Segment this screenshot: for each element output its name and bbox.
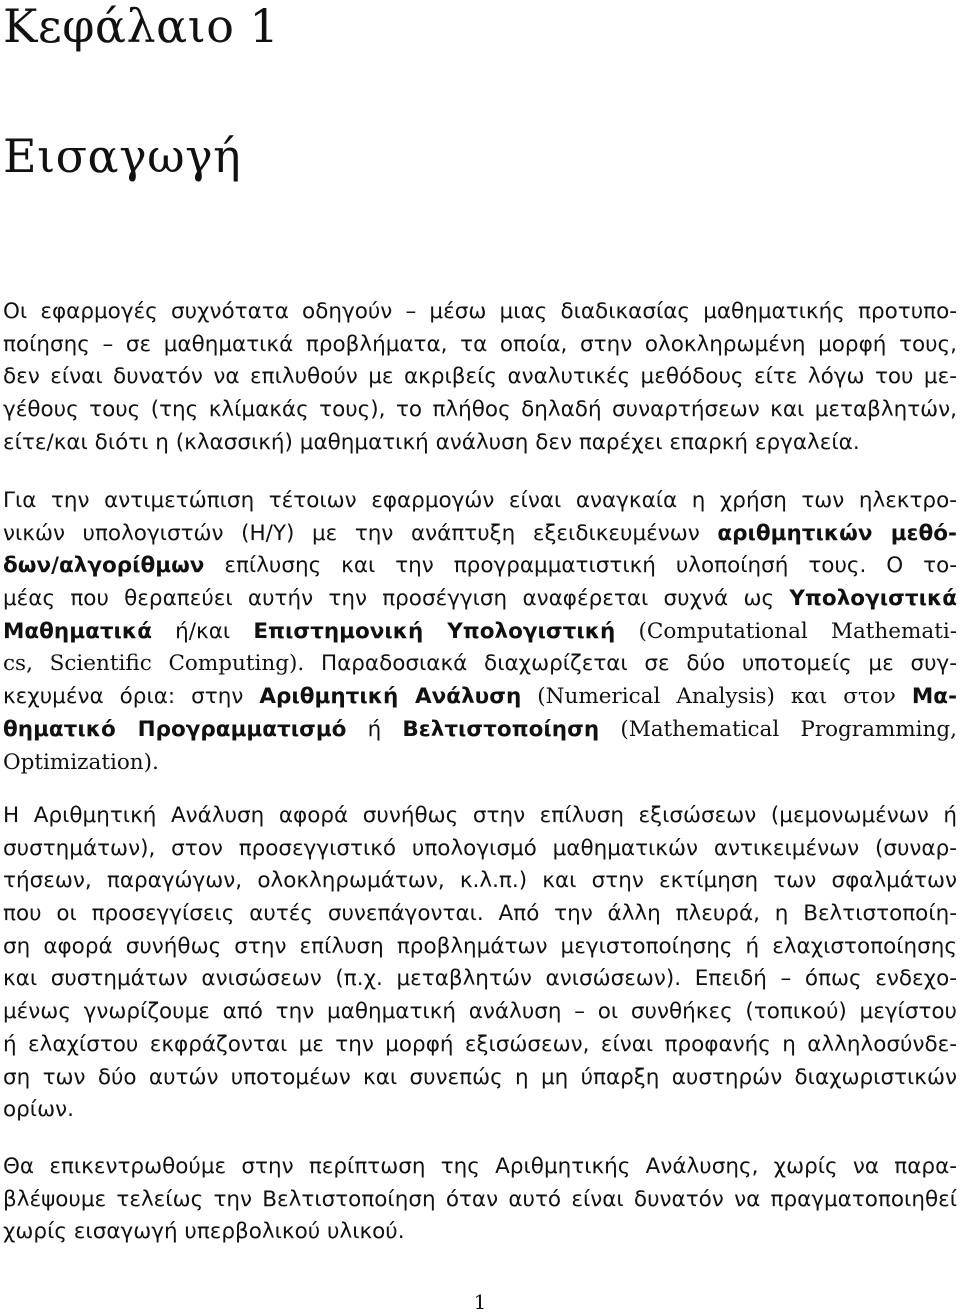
text-line: ση αφορά συνήθως στην επίλυση προβλημάτων μεγιστοποίησης ή ελαχιστοποίησης xyxy=(3,933,957,959)
text-line: Για την αντιμετώπιση τέτοιων εφαρμογών είναι αναγκαία η χρήση των ηλεκτρο- xyxy=(3,488,957,513)
text-line: νικών υπολογιστών (Η/Υ) με την ανάπτυξη εξειδικευμένων αριθμητικών μεθό- xyxy=(3,520,957,546)
paragraph-intro xyxy=(3,296,957,459)
bold-term: δων/αλγορίθμων xyxy=(3,553,205,579)
text-line: είτε/και διότι η (κλασσική) μαθηματική ανάλυση δεν παρέχει επαρκή εργαλεία. xyxy=(3,429,860,455)
text-line: ση των δύο αυτών υποτομέων και συνεπώς η μη ύπαρξη αυστηρών διαχωριστικών xyxy=(3,1064,957,1090)
text-line: Θα επικεντρωθούμε στην περίπτωση της Αριθμητικής Ανάλυσης, χωρίς να παρα- xyxy=(3,1154,957,1179)
bold-term: θηματικό Προγραμματισμό xyxy=(3,716,347,742)
text-line: μέας που θεραπεύει αυτήν την προσέγγιση αναφέρεται συχνά ως Υπολογιστικά xyxy=(3,586,957,612)
text-line: τήσεων, παραγώγων, ολοκληρωμάτων, κ.λ.π.) και στην εκτίμηση των σφαλμάτων xyxy=(3,868,957,894)
page-number: 1 xyxy=(473,1290,487,1314)
text-line: και συστημάτων ανισώσεων (π.χ. μεταβλητών ανισώσεων). Επειδή – όπως ενδεχο- xyxy=(3,966,957,992)
text-line: δων/αλγορίθμων επίλυσης και την προγραμματιστική υλοποίησή τους. Ο το- xyxy=(3,553,957,579)
text-line: βλέψουμε τελείως την Βελτιστοποίηση όταν αυτό είναι δυνατόν να πραγματοποιηθεί xyxy=(3,1186,957,1212)
text-line: μένως γνωρίζουμε από την μαθηματική ανάλυση – οι συνθήκες (τοπικού) μεγίστου xyxy=(3,999,957,1025)
chapter-title: Εισαγωγή xyxy=(3,129,242,183)
text-line: Optimization). xyxy=(3,749,159,775)
bold-term: Μα- xyxy=(911,684,957,710)
text-line: cs, Scientific Computing). Παραδοσιακά διαχωρίζεται σε δύο υποτομείς με συγ- xyxy=(3,651,957,677)
text-line: χωρίς εισαγωγή υπερβολικού υλικού. xyxy=(3,1219,405,1245)
text-line: Η Αριθμητική Ανάλυση αφορά συνήθως στην επίλυση εξισώσεων (μεμονωμένων ή xyxy=(3,803,957,828)
bold-term: Επιστημονική Υπολογιστική xyxy=(253,618,616,644)
paragraph-numerical-analysis xyxy=(3,800,957,1127)
text-line: που οι προσεγγίσεις αυτές συνεπάγονται. Από την άλλη πλευρά, η Βελτιστοποίη- xyxy=(3,901,957,927)
paragraph-computational-methods xyxy=(3,485,957,779)
text-line: θηματικό Προγραμματισμό ή Βελτιστοποίηση (Mathematical Programming, xyxy=(3,716,958,742)
paragraph-focus xyxy=(3,1151,957,1249)
text-line: ορίων. xyxy=(3,1097,74,1123)
text-line: Μαθηματικά ή/και Επιστημονική Υπολογιστική (Computational Mathemati- xyxy=(3,618,957,644)
bold-term: αριθμητικών μεθό- xyxy=(717,520,957,546)
text-line: ποίησης – σε μαθηματικά προβλήματα, τα οποία, στην ολοκληρωμένη μορφή τους, xyxy=(3,331,957,357)
chapter-label: Κεφάλαιο 1 xyxy=(3,0,280,53)
bold-term: Αριθμητική Ανάλυση xyxy=(259,684,522,710)
text-line: ή ελαχίστου εκφράζονται με την μορφή εξισώσεων, είναι προφανής η αλληλοσύνδε- xyxy=(3,1031,957,1057)
bold-term: Υπολογιστικά xyxy=(789,586,957,612)
text-line: κεχυμένα όρια: στην Αριθμητική Ανάλυση (Numerical Analysis) και στον Μα- xyxy=(3,684,957,710)
text-line: Οι εφαρμογές συχνότατα οδηγούν – μέσω μιας διαδικασίας μαθηματικής προτυπο- xyxy=(3,299,957,324)
text-line: γέθους τους (της κλίμακάς τους), το πλήθος δηλαδή συναρτήσεων και μεταβλητών, xyxy=(3,397,957,423)
text-line: δεν είναι δυνατόν να επιλυθούν με ακριβείς αναλυτικές μεθόδους είτε λόγω του με- xyxy=(3,364,957,390)
bold-term: Μαθηματικά xyxy=(3,618,152,644)
text-line: συστημάτων), στον προσεγγιστικό υπολογισμό μαθηματικών αντικειμένων (συναρ- xyxy=(3,835,957,861)
bold-term: Βελτιστοποίηση xyxy=(402,716,600,742)
